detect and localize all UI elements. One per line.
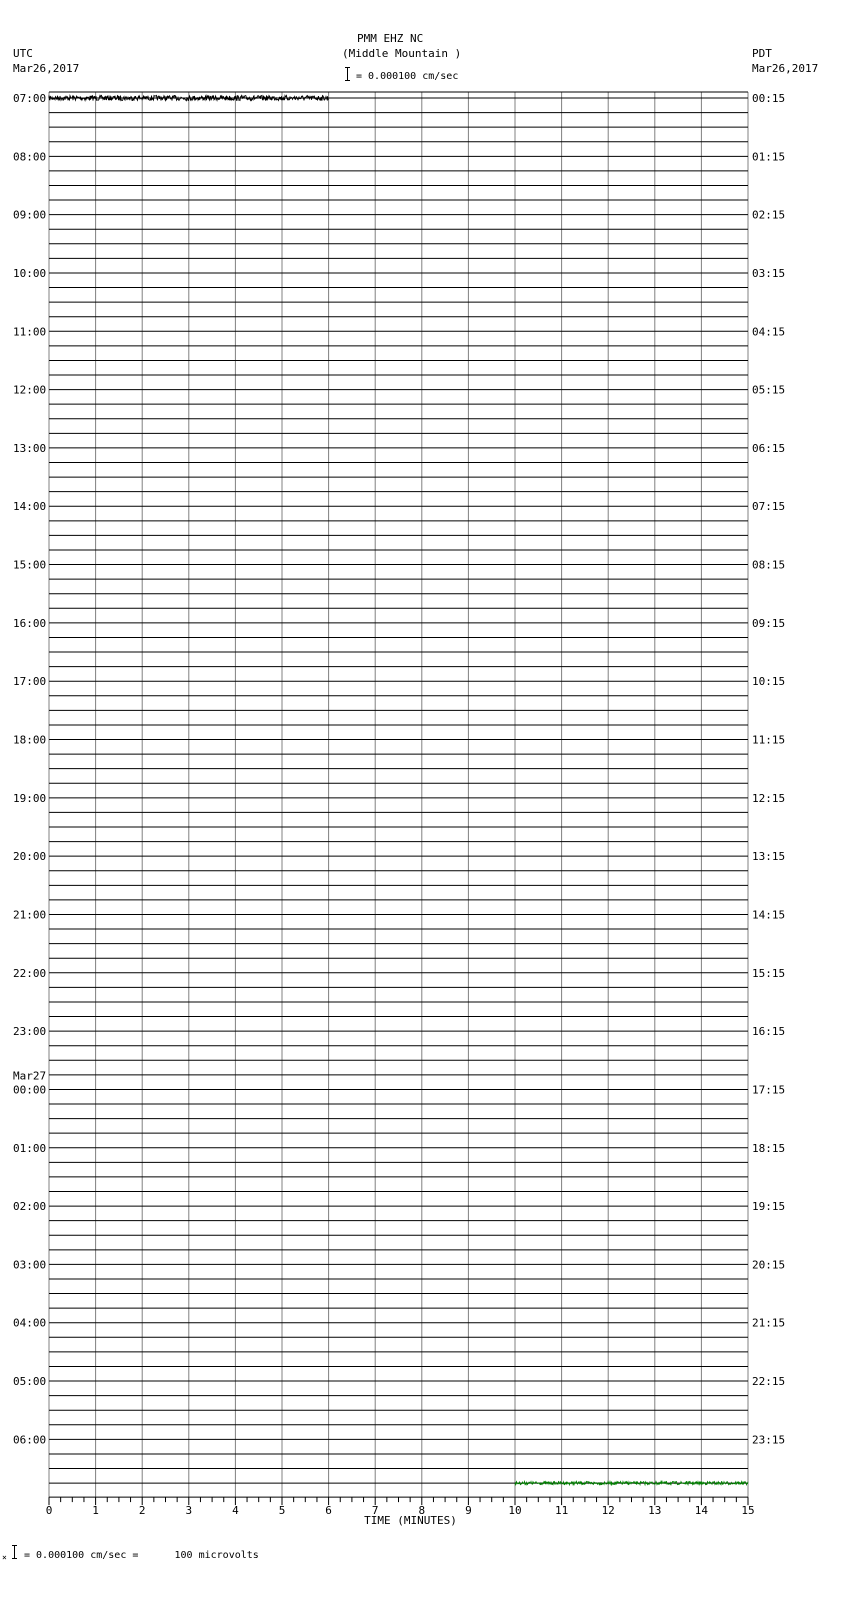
left-hour-label: 06:00	[13, 1433, 47, 1447]
right-hour-label: 07:15	[752, 500, 786, 514]
x-tick-label: 0	[45, 1504, 53, 1518]
right-hour-label: 13:15	[752, 850, 786, 864]
right-hour-label: 08:15	[752, 558, 786, 572]
left-hour-label: 00:00	[13, 1083, 47, 1097]
left-hour-label: 10:00	[13, 266, 47, 280]
right-hour-label: 11:15	[752, 733, 786, 747]
left-hour-label: 18:00	[13, 733, 47, 747]
right-hour-label: 01:15	[752, 150, 786, 164]
right-hour-label: 10:15	[752, 675, 786, 689]
x-tick-label: 8	[418, 1504, 426, 1518]
left-hour-label: 08:00	[13, 150, 47, 164]
x-tick-label: 13	[648, 1504, 662, 1518]
x-tick-label: 12	[601, 1504, 615, 1518]
footer-scale-bar-icon	[12, 1545, 17, 1559]
right-hour-label: 17:15	[752, 1083, 786, 1097]
right-hour-label: 19:15	[752, 1200, 786, 1214]
left-hour-label: 13:00	[13, 441, 47, 455]
x-tick-label: 10	[508, 1504, 522, 1518]
right-hour-label: 20:15	[752, 1258, 786, 1272]
x-tick-label: 2	[138, 1504, 146, 1518]
left-hour-label: 09:00	[13, 208, 47, 222]
left-hour-label: 03:00	[13, 1258, 47, 1272]
left-hour-label: 14:00	[13, 500, 47, 514]
right-hour-label: 02:15	[752, 208, 786, 222]
left-hour-label: 17:00	[13, 675, 47, 689]
x-tick-label: 14	[694, 1504, 709, 1518]
x-tick-label: 1	[92, 1504, 99, 1518]
left-hour-label: 23:00	[13, 1025, 47, 1039]
right-hour-label: 04:15	[752, 325, 786, 339]
right-hour-label: 03:15	[752, 266, 786, 280]
x-axis-title: TIME (MINUTES)	[364, 1514, 457, 1528]
left-hour-label: 16:00	[13, 616, 47, 630]
left-hour-label: 22:00	[13, 966, 47, 980]
right-hour-label: 18:15	[752, 1141, 786, 1155]
footer-scale-text: = 0.000100 cm/sec = 100 microvolts	[24, 1550, 259, 1561]
footer-mark: ⨯	[2, 1553, 7, 1562]
right-date: Mar26,2017	[752, 62, 819, 75]
right-hour-label: 00:15	[752, 92, 786, 105]
right-hour-label: 15:15	[752, 966, 786, 980]
x-tick-label: 5	[278, 1504, 286, 1518]
left-hour-label: 04:00	[13, 1316, 47, 1330]
x-tick-label: 4	[232, 1504, 239, 1518]
left-timezone: UTC	[13, 47, 33, 60]
left-date: Mar26,2017	[13, 62, 80, 75]
left-hour-label: 01:00	[13, 1141, 47, 1155]
right-hour-label: 14:15	[752, 908, 786, 922]
x-tick-label: 3	[185, 1504, 193, 1518]
left-hour-label: 20:00	[13, 850, 47, 864]
station-location: (Middle Mountain )	[342, 47, 462, 60]
left-hour-label: 05:00	[13, 1375, 47, 1389]
right-hour-label: 23:15	[752, 1433, 786, 1447]
right-hour-label: 21:15	[752, 1316, 786, 1330]
right-hour-label: 09:15	[752, 616, 786, 630]
scale-text: = 0.000100 cm/sec	[356, 71, 459, 82]
x-tick-label: 11	[554, 1504, 569, 1518]
left-hour-label: 19:00	[13, 791, 47, 805]
x-tick-label: 9	[465, 1504, 472, 1518]
left-hour-label: 15:00	[13, 558, 47, 572]
x-tick-label: 15	[741, 1504, 755, 1518]
left-hour-label: 21:00	[13, 908, 47, 922]
left-hour-label: 02:00	[13, 1200, 47, 1214]
station-title: PMM EHZ NC	[357, 32, 424, 45]
right-hour-label: 05:15	[752, 383, 786, 397]
right-hour-label: 22:15	[752, 1375, 786, 1389]
left-date-label: Mar27	[13, 1069, 47, 1083]
x-tick-label: 7	[371, 1504, 379, 1518]
left-hour-label: 11:00	[13, 325, 47, 339]
left-hour-label: 12:00	[13, 383, 47, 397]
right-timezone: PDT	[752, 47, 772, 60]
right-hour-label: 12:15	[752, 791, 786, 805]
left-hour-label: 07:00	[13, 92, 47, 105]
x-tick-label: 6	[325, 1504, 332, 1518]
right-hour-label: 06:15	[752, 441, 786, 455]
right-hour-label: 16:15	[752, 1025, 786, 1039]
